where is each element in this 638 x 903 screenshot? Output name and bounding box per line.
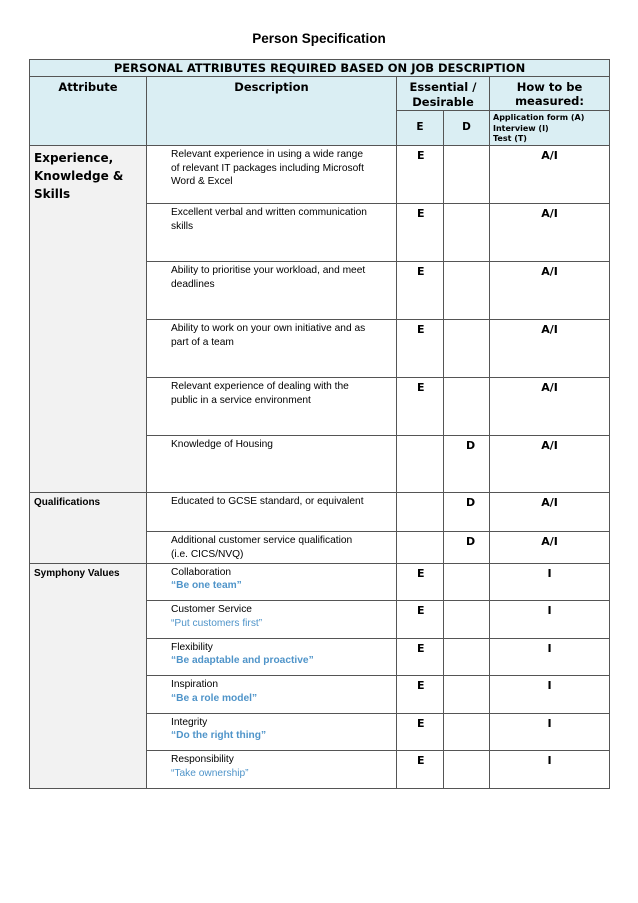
row-essential: E bbox=[397, 638, 444, 676]
row-essential: E bbox=[397, 713, 444, 751]
row-desirable bbox=[444, 601, 490, 639]
row-essential: E bbox=[397, 751, 444, 789]
value-name: Collaboration bbox=[171, 566, 232, 578]
row-description: Additional customer service qualification (i.e. CICS/NVQ) bbox=[147, 532, 397, 564]
row-measure: A/I bbox=[490, 262, 610, 320]
table-banner: PERSONAL ATTRIBUTES REQUIRED BASED ON JOB DESCRIPTION bbox=[30, 60, 610, 77]
banner-row bbox=[30, 60, 610, 77]
row-description: Relevant experience in using a wide range of relevant IT packages including Microsoft Word & Excel bbox=[147, 146, 397, 204]
row-measure: A/I bbox=[490, 378, 610, 436]
value-motto: “Take ownership” bbox=[171, 767, 249, 779]
value-motto: “Be one team” bbox=[171, 580, 242, 592]
row-essential: E bbox=[397, 563, 444, 601]
value-name: Integrity bbox=[171, 716, 208, 728]
header-methods bbox=[490, 110, 610, 145]
value-description bbox=[147, 713, 397, 751]
section-qualifications: Qualifications bbox=[30, 493, 147, 564]
value-name: Flexibility bbox=[171, 641, 213, 653]
table-row bbox=[30, 493, 610, 532]
row-description: Excellent verbal and written communication skills bbox=[147, 204, 397, 262]
row-description: Ability to prioritise your workload, and meet deadlines bbox=[147, 262, 397, 320]
row-measure: I bbox=[490, 563, 610, 601]
table-row bbox=[30, 563, 610, 601]
row-measure: A/I bbox=[490, 204, 610, 262]
row-measure: I bbox=[490, 638, 610, 676]
method-application: Application form (A) bbox=[493, 112, 585, 122]
row-measure: I bbox=[490, 676, 610, 714]
value-motto: “Be adaptable and proactive” bbox=[171, 655, 314, 667]
value-description bbox=[147, 676, 397, 714]
row-essential bbox=[397, 532, 444, 564]
row-essential: E bbox=[397, 378, 444, 436]
row-measure: I bbox=[490, 601, 610, 639]
header-attribute: Attribute bbox=[30, 77, 147, 146]
row-description: Knowledge of Housing bbox=[147, 436, 397, 493]
row-essential bbox=[397, 493, 444, 532]
section-values: Symphony Values bbox=[30, 563, 147, 789]
header-description: Description bbox=[147, 77, 397, 146]
value-motto: “Put customers first” bbox=[171, 617, 263, 629]
row-measure: I bbox=[490, 713, 610, 751]
value-description bbox=[147, 601, 397, 639]
row-description: Relevant experience of dealing with the public in a service environment bbox=[147, 378, 397, 436]
row-desirable: D bbox=[444, 493, 490, 532]
row-measure: A/I bbox=[490, 146, 610, 204]
header-essential-desirable: Essential / Desirable bbox=[397, 77, 490, 111]
value-description bbox=[147, 751, 397, 789]
header-how-measured: How to be measured: bbox=[490, 77, 610, 111]
value-description bbox=[147, 563, 397, 601]
row-essential: E bbox=[397, 676, 444, 714]
value-name: Responsibility bbox=[171, 754, 234, 766]
row-desirable bbox=[444, 320, 490, 378]
row-measure: A/I bbox=[490, 493, 610, 532]
header-d: D bbox=[444, 110, 490, 145]
value-motto: “Do the right thing” bbox=[171, 730, 267, 742]
row-desirable: D bbox=[444, 436, 490, 493]
row-essential: E bbox=[397, 204, 444, 262]
method-test: Test (T) bbox=[493, 134, 527, 144]
row-desirable bbox=[444, 676, 490, 714]
value-motto: “Be a role model” bbox=[171, 692, 258, 704]
row-measure: A/I bbox=[490, 436, 610, 493]
row-description: Educated to GCSE standard, or equivalent bbox=[147, 493, 397, 532]
row-measure: I bbox=[490, 751, 610, 789]
method-interview: Interview (I) bbox=[493, 123, 549, 133]
section-experience: Experience, Knowledge & Skills bbox=[30, 146, 147, 493]
page-title: Person Specification bbox=[252, 31, 386, 46]
row-measure: A/I bbox=[490, 320, 610, 378]
value-name: Inspiration bbox=[171, 679, 219, 691]
table-row bbox=[30, 146, 610, 204]
row-measure: A/I bbox=[490, 532, 610, 564]
row-essential bbox=[397, 436, 444, 493]
row-desirable bbox=[444, 262, 490, 320]
row-essential: E bbox=[397, 262, 444, 320]
row-desirable bbox=[444, 638, 490, 676]
row-desirable bbox=[444, 146, 490, 204]
row-desirable bbox=[444, 204, 490, 262]
value-name: Customer Service bbox=[171, 604, 252, 616]
row-desirable bbox=[444, 378, 490, 436]
row-desirable bbox=[444, 713, 490, 751]
person-spec-table bbox=[29, 59, 610, 789]
row-essential: E bbox=[397, 320, 444, 378]
header-row-1 bbox=[30, 77, 610, 111]
row-description: Ability to work on your own initiative and as part of a team bbox=[147, 320, 397, 378]
value-description bbox=[147, 638, 397, 676]
row-desirable: D bbox=[444, 532, 490, 564]
row-essential: E bbox=[397, 146, 444, 204]
row-desirable bbox=[444, 751, 490, 789]
header-e: E bbox=[397, 110, 444, 145]
row-desirable bbox=[444, 563, 490, 601]
row-essential: E bbox=[397, 601, 444, 639]
